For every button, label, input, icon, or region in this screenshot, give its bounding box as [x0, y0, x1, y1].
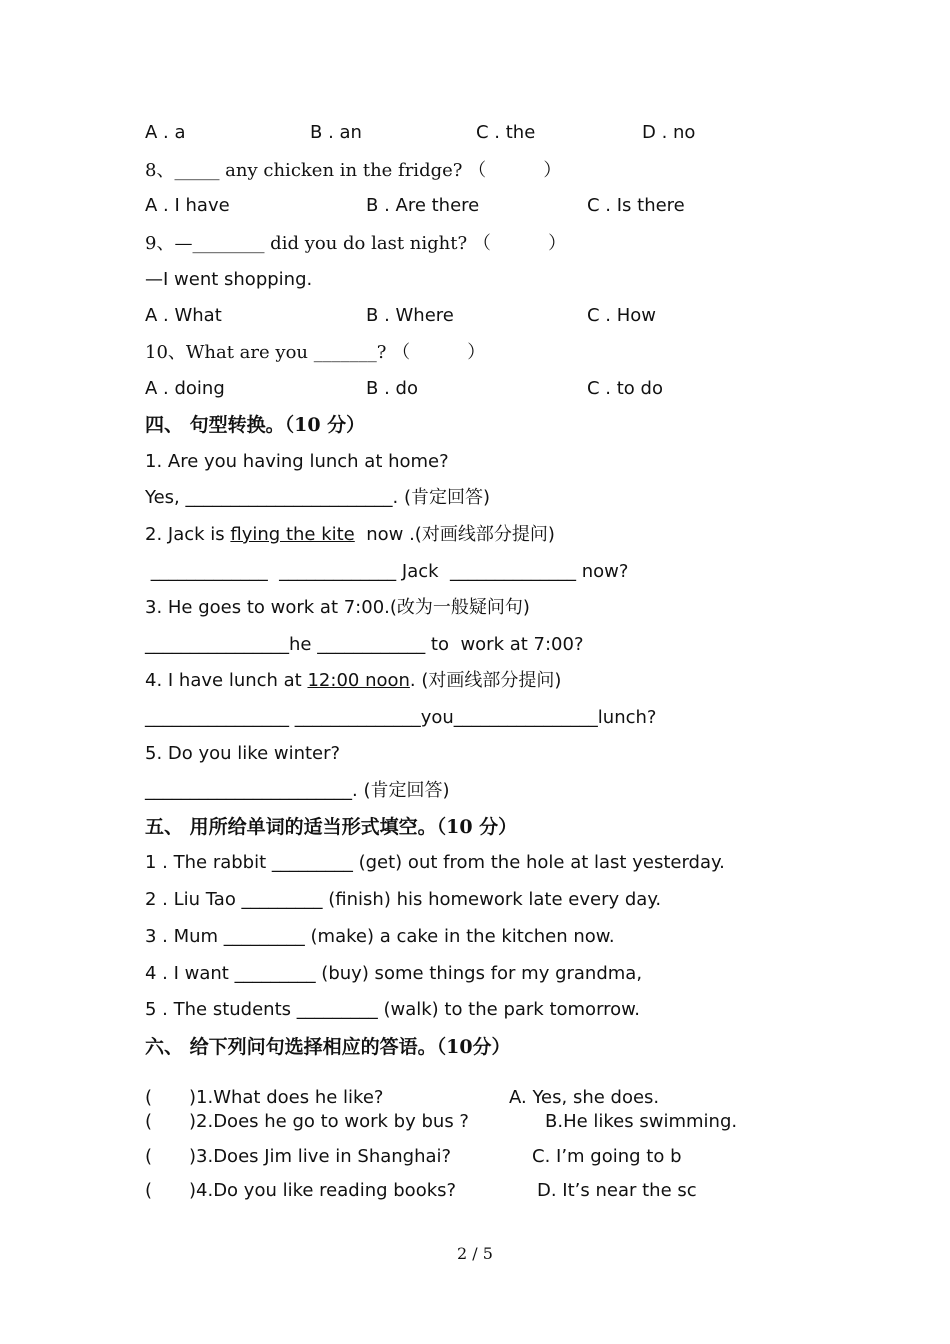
s4-answer-3: ________________he ____________ to work at 7:00?: [145, 634, 584, 655]
s6-answer-c: C. I’m going to b: [532, 1146, 682, 1167]
q7-option-a: A . a: [145, 122, 186, 143]
s4-q4-underlined: 12:00 noon: [307, 670, 410, 691]
q9-text: 9、—________ did you do last night? （ ）: [145, 233, 567, 254]
q10-text: 10、What are you _______? （ ）: [145, 342, 486, 363]
s6-paren-1: (: [145, 1087, 153, 1108]
page-number: 2 / 5: [457, 1244, 493, 1263]
q8-text: 8、_____ any chicken in the fridge? （ ）: [145, 160, 562, 181]
s5-item-3: 3 . Mum _________ (make) a cake in the kitchen now.: [145, 926, 615, 947]
s4-q2-post: now .(对画线部分提问): [354, 524, 555, 545]
section4-title: 四、 句型转换。（10 分）: [145, 414, 366, 436]
q9-option-b: B . Where: [366, 305, 454, 326]
s6-paren-2: (: [145, 1111, 153, 1132]
s4-q4-post: . (对画线部分提问): [409, 670, 562, 691]
s6-answer-b: B.He likes swimming.: [545, 1111, 738, 1132]
s4-question-2: [145, 523, 555, 547]
s4-answer-2: _____________ _____________ Jack ______________ now?: [145, 561, 629, 582]
q8-option-c: C . Is there: [587, 195, 685, 216]
s4-q2-pre: 2. Jack is: [145, 524, 231, 545]
q9-option-a: A . What: [145, 305, 222, 326]
s4-q2-underlined: flying the kite: [230, 524, 355, 545]
s4-question-4: [145, 669, 561, 693]
q7-option-b: B . an: [310, 122, 362, 143]
q9-option-c: C . How: [587, 305, 657, 326]
s6-answer-a: A. Yes, she does.: [509, 1087, 660, 1108]
s4-question-3: 3. He goes to work at 7:00.(改为一般疑问句): [145, 597, 530, 618]
s5-item-4: 4 . I want _________ (buy) some things for my grandma,: [145, 963, 643, 984]
s4-answer-1: Yes, _______________________. (肯定回答): [145, 487, 490, 508]
s5-item-2: 2 . Liu Tao _________ (finish) his homework late every day.: [145, 889, 662, 910]
s5-item-1: 1 . The rabbit _________ (get) out from the hole at last yesterday.: [145, 852, 725, 873]
s6-question-1: )1.What does he like?: [189, 1087, 384, 1108]
s6-question-4: )4.Do you like reading books?: [189, 1180, 457, 1201]
s4-q4-pre: 4. I have lunch at: [145, 670, 308, 691]
q8-option-a: A . I have: [145, 195, 230, 216]
q7-option-c: C . the: [476, 122, 536, 143]
s6-answer-d: D. It’s near the sc: [537, 1180, 697, 1201]
q10-option-c: C . to do: [587, 378, 663, 399]
s4-question-5: 5. Do you like winter?: [145, 743, 341, 764]
s4-answer-5: _______________________. (肯定回答): [145, 780, 450, 801]
s6-paren-3: (: [145, 1146, 153, 1167]
s4-answer-4: ________________ ______________you________________lunch?: [145, 707, 657, 728]
q9-reply: —I went shopping.: [145, 269, 313, 290]
s4-question-1: 1. Are you having lunch at home?: [145, 451, 449, 472]
s6-question-3: )3.Does Jim live in Shanghai?: [189, 1146, 452, 1167]
s5-item-5: 5 . The students _________ (walk) to the park tomorrow.: [145, 999, 640, 1020]
q7-option-d: D . no: [642, 122, 696, 143]
q10-option-b: B . do: [366, 378, 418, 399]
section6-title: 六、 给下列问句选择相应的答语。（10分）: [145, 1036, 511, 1058]
section5-title: 五、 用所给单词的适当形式填空。（10 分）: [145, 816, 518, 838]
s6-question-2: )2.Does he go to work by bus ?: [189, 1111, 469, 1132]
s6-paren-4: (: [145, 1180, 153, 1201]
q8-option-b: B . Are there: [366, 195, 480, 216]
q10-option-a: A . doing: [145, 378, 225, 399]
